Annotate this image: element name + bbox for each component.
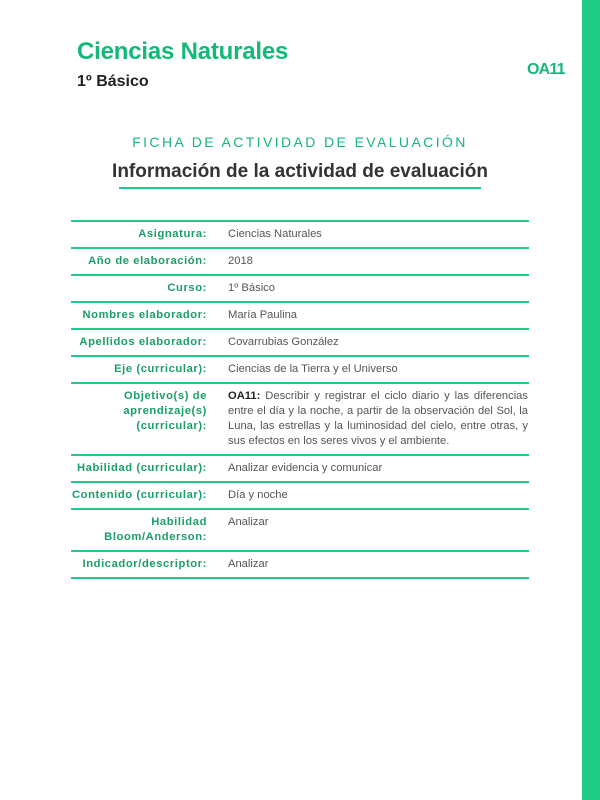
row-value: 2018: [228, 248, 529, 275]
table-row-indicador: [71, 551, 529, 578]
activity-info-table: [71, 220, 529, 579]
row-value: Día y noche: [228, 482, 529, 509]
table-row-asignatura: [71, 221, 529, 248]
table-row-objetivo: [71, 383, 529, 455]
row-label: Apellidos elaborador:: [71, 329, 228, 356]
subject-title: Ciencias Naturales: [77, 38, 289, 65]
table-row-contenido: [71, 482, 529, 509]
row-label: Objetivo(s) de aprendizaje(s) (curricular):: [71, 383, 228, 455]
page-title: Información de la actividad de evaluación: [112, 161, 488, 182]
objective-code-prefix: OA11:: [228, 390, 261, 402]
row-value: [228, 383, 529, 455]
row-value: 1º Básico: [228, 275, 529, 302]
row-label: Asignatura:: [71, 221, 228, 248]
table-row-apellidos: [71, 329, 529, 356]
table-row-nombres: [71, 302, 529, 329]
row-label: Habilidad Bloom/Anderson:: [71, 509, 228, 551]
row-label: Contenido (curricular):: [71, 482, 228, 509]
row-label: Eje (curricular):: [71, 356, 228, 383]
table-row-anio: [71, 248, 529, 275]
grade-label: 1º Básico: [77, 73, 149, 90]
table-row-habilidad: [71, 455, 529, 482]
row-value: Analizar: [228, 509, 529, 551]
row-label: Indicador/descriptor:: [71, 551, 228, 578]
side-accent-bar: [582, 0, 600, 800]
row-value: Ciencias Naturales: [228, 221, 529, 248]
row-value: María Paulina: [228, 302, 529, 329]
title-underline: [119, 187, 481, 189]
row-value: Analizar: [228, 551, 529, 578]
row-value: Ciencias de la Tierra y el Universo: [228, 356, 529, 383]
objective-code: OA11: [527, 61, 565, 78]
objective-text: Describir y registrar el ciclo diario y las diferencias entre el día y la noche, a partir de la observación del Sol, la Luna, las estrellas y la luminosidad del cielo, entre otras, y sus efectos en los seres vivos y el ambiente.: [228, 390, 528, 447]
table-row-curso: [71, 275, 529, 302]
row-value: Analizar evidencia y comunicar: [228, 455, 529, 482]
row-label: Nombres elaborador:: [71, 302, 228, 329]
sheet-kicker: FICHA DE ACTIVIDAD DE EVALUACIÓN: [132, 134, 468, 150]
row-label: Año de elaboración:: [71, 248, 228, 275]
table-row-eje: [71, 356, 529, 383]
row-value: Covarrubias González: [228, 329, 529, 356]
table-row-bloom: [71, 509, 529, 551]
row-label: Habilidad (curricular):: [71, 455, 228, 482]
row-label: Curso:: [71, 275, 228, 302]
